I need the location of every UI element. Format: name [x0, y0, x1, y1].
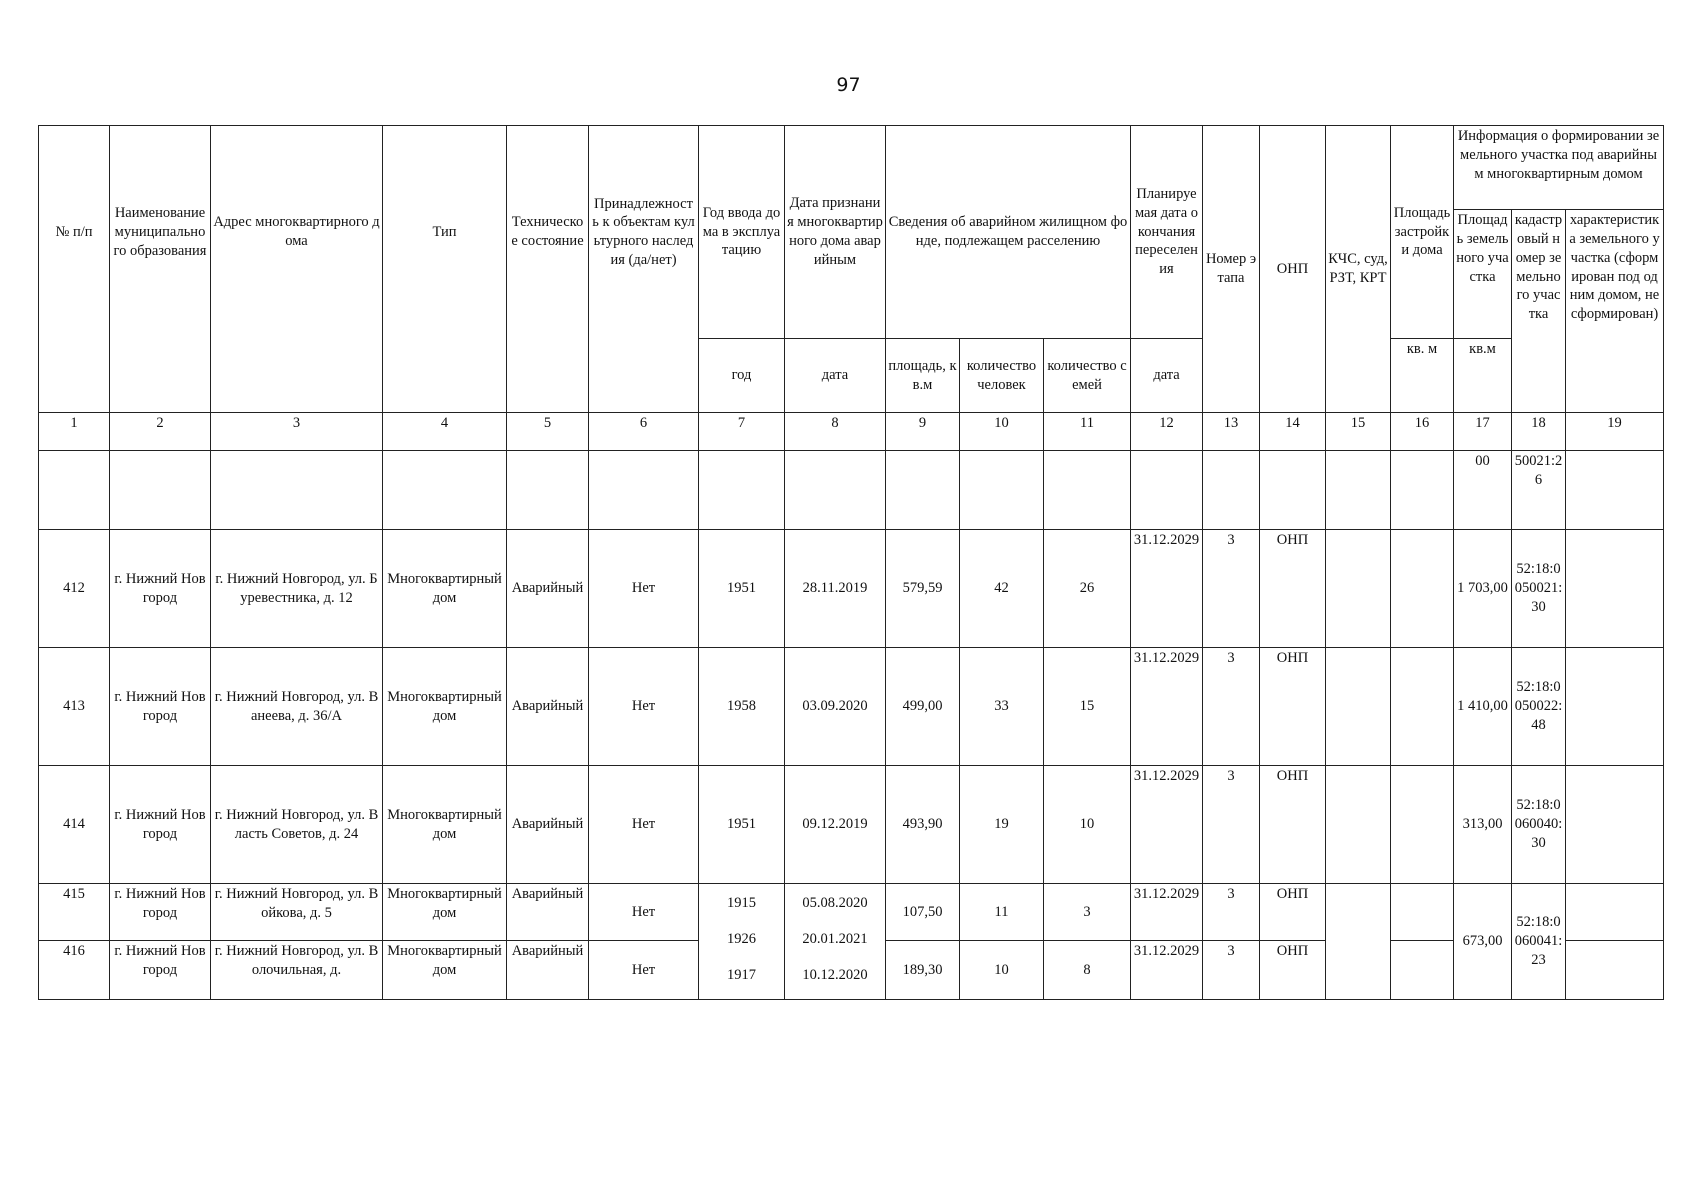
- row-state: Аварийный: [507, 530, 589, 648]
- header-onp: ОНП: [1260, 126, 1326, 413]
- unit-families: количество семей: [1044, 339, 1131, 413]
- row-date: 28.11.2019: [785, 530, 886, 648]
- header-heritage: Принадлежность к объектам культурного наследия (да/нет): [589, 126, 699, 339]
- row-date: 10.12.2020: [802, 966, 868, 983]
- page-number: 97: [836, 74, 861, 96]
- registry-table: [38, 125, 1664, 1000]
- header-number: № п/п: [39, 126, 110, 339]
- row-families: 26: [1044, 530, 1131, 648]
- row-families: 3: [1044, 884, 1131, 941]
- row-cadastral: 52:18:0060041:23: [1512, 884, 1566, 1000]
- row-land-area: 313,00: [1454, 766, 1512, 884]
- row-address: г. Нижний Новгород, ул. Власть Советов, д. 24: [211, 766, 383, 884]
- header-cadastral: кадастровый номер земельного участка: [1512, 210, 1566, 413]
- row-end-date: 31.12.2029: [1131, 530, 1203, 648]
- col-num: 13: [1203, 413, 1260, 451]
- col-num: 15: [1326, 413, 1391, 451]
- row-people: 19: [960, 766, 1044, 884]
- row-state: Аварийный: [507, 648, 589, 766]
- col-num: 3: [211, 413, 383, 451]
- row-onp: ОНП: [1260, 648, 1326, 766]
- header-date: Дата признания многоквартирного дома аварийным: [785, 126, 886, 339]
- cont-cadastral: 50021:26: [1512, 451, 1566, 530]
- row-build-area: [1391, 941, 1454, 1000]
- row-number: 415: [39, 884, 110, 941]
- unit-date: дата: [785, 339, 886, 413]
- header-stage: Номер этапа: [1203, 126, 1260, 413]
- header-land-char: характеристика земельного участка (сформирован под одним домом, не сформирован): [1566, 210, 1664, 413]
- row-date: 09.12.2019: [785, 766, 886, 884]
- row-end-date: 31.12.2029: [1131, 766, 1203, 884]
- table-row: [39, 766, 1664, 884]
- unit-build-area: кв. м: [1391, 339, 1454, 413]
- header-municipality: Наименование муниципального образования: [110, 126, 211, 339]
- row-number: 413: [39, 648, 110, 766]
- row-state: Аварийный: [507, 884, 589, 941]
- col-num: 9: [886, 413, 960, 451]
- row-stage: 3: [1203, 941, 1260, 1000]
- row-build-area: [1391, 884, 1454, 941]
- row-build-area: [1391, 766, 1454, 884]
- col-num: 7: [699, 413, 785, 451]
- row-families: 10: [1044, 766, 1131, 884]
- col-num: 19: [1566, 413, 1664, 451]
- header-end-date: Планируемая дата окончания переселения: [1131, 126, 1203, 339]
- header-address: Адрес многоквартирного дома: [211, 126, 383, 339]
- header-row-1: [39, 126, 1664, 210]
- row-type: Многоквартирный дом: [383, 530, 507, 648]
- row-land-char: [1566, 530, 1664, 648]
- header-year: Год ввода дома в эксплуатацию: [699, 126, 785, 339]
- unit-year: год: [699, 339, 785, 413]
- row-address: г. Нижний Новгород, ул. Ванеева, д. 36/А: [211, 648, 383, 766]
- row-build-area: [1391, 648, 1454, 766]
- col-num: 11: [1044, 413, 1131, 451]
- row-land-area: 1 410,00: [1454, 648, 1512, 766]
- row-year: 1951: [699, 766, 785, 884]
- header-land-info: Информация о формировании земельного участка под аварийным многоквартирным домом: [1454, 126, 1664, 210]
- row-people: 10: [960, 941, 1044, 1000]
- row-municipality: г. Нижний Новгород: [110, 530, 211, 648]
- row-families: 15: [1044, 648, 1131, 766]
- row-people: 42: [960, 530, 1044, 648]
- header-housing-info: Сведения об аварийном жилищном фонде, подлежащем расселению: [886, 126, 1131, 339]
- row-municipality: г. Нижний Новгород: [110, 648, 211, 766]
- header-state: Техническое состояние: [507, 126, 589, 339]
- col-num: 14: [1260, 413, 1326, 451]
- row-land-char: [1566, 766, 1664, 884]
- row-kchs: [1326, 648, 1391, 766]
- row-kchs: [1326, 766, 1391, 884]
- row-stage: 3: [1203, 884, 1260, 941]
- col-num: 6: [589, 413, 699, 451]
- row-heritage: Нет: [589, 941, 699, 1000]
- row-area: 493,90: [886, 766, 960, 884]
- row-state: Аварийный: [507, 766, 589, 884]
- row-cadastral: 52:18:0050022:48: [1512, 648, 1566, 766]
- row-address: г. Нижний Новгород, ул. Волочильная, д.: [211, 941, 383, 1000]
- row-date: 20.01.2021: [802, 930, 868, 947]
- row-people: 11: [960, 884, 1044, 941]
- row-area: 189,30: [886, 941, 960, 1000]
- cont-land-area: 00: [1454, 451, 1512, 530]
- row-year: 1951: [699, 530, 785, 648]
- row-land-char: [1566, 648, 1664, 766]
- row-year: 1917: [727, 966, 756, 983]
- row-heritage: Нет: [589, 766, 699, 884]
- table-row: [39, 530, 1664, 648]
- row-land-area: 673,00: [1454, 884, 1512, 1000]
- row-stage: 3: [1203, 648, 1260, 766]
- col-num: 4: [383, 413, 507, 451]
- header-kchs: КЧС, суд, РЗТ, КРТ: [1326, 126, 1391, 413]
- row-heritage: Нет: [589, 648, 699, 766]
- unit-people: количество человек: [960, 339, 1044, 413]
- row-area: 579,59: [886, 530, 960, 648]
- row-year: 1926: [727, 930, 756, 947]
- merged-year-cell: [699, 884, 785, 1000]
- col-num: 12: [1131, 413, 1203, 451]
- row-type: Многоквартирный дом: [383, 884, 507, 941]
- col-num: 18: [1512, 413, 1566, 451]
- header-row-4: [39, 339, 1664, 413]
- row-type: Многоквартирный дом: [383, 648, 507, 766]
- unit-area: площадь, кв.м: [886, 339, 960, 413]
- row-type: Многоквартирный дом: [383, 941, 507, 1000]
- row-build-area: [1391, 530, 1454, 648]
- header-type: Тип: [383, 126, 507, 339]
- row-land-area: 1 703,00: [1454, 530, 1512, 648]
- row-area: 107,50: [886, 884, 960, 941]
- row-onp: ОНП: [1260, 766, 1326, 884]
- header-land-area: Площадь земельного участка: [1454, 210, 1512, 339]
- unit-land-area: кв.м: [1454, 339, 1512, 413]
- continuation-row: [39, 451, 1664, 530]
- row-end-date: 31.12.2029: [1131, 941, 1203, 1000]
- row-families: 8: [1044, 941, 1131, 1000]
- row-heritage: Нет: [589, 884, 699, 941]
- row-land-char: [1566, 884, 1664, 941]
- row-end-date: 31.12.2029: [1131, 648, 1203, 766]
- col-num: 1: [39, 413, 110, 451]
- col-num: 10: [960, 413, 1044, 451]
- row-date: 03.09.2020: [785, 648, 886, 766]
- row-municipality: г. Нижний Новгород: [110, 766, 211, 884]
- row-state: Аварийный: [507, 941, 589, 1000]
- row-address: г. Нижний Новгород, ул. Войкова, д. 5: [211, 884, 383, 941]
- row-land-char: [1566, 941, 1664, 1000]
- row-cadastral: 52:18:0050021:30: [1512, 530, 1566, 648]
- col-num: 8: [785, 413, 886, 451]
- row-municipality: г. Нижний Новгород: [110, 884, 211, 941]
- row-heritage: Нет: [589, 530, 699, 648]
- row-onp: ОНП: [1260, 941, 1326, 1000]
- unit-end-date: дата: [1131, 339, 1203, 413]
- col-num: 16: [1391, 413, 1454, 451]
- row-type: Многоквартирный дом: [383, 766, 507, 884]
- row-onp: ОНП: [1260, 884, 1326, 941]
- row-year: 1915: [727, 894, 756, 911]
- table-row: [39, 884, 1664, 941]
- row-municipality: г. Нижний Новгород: [110, 941, 211, 1000]
- column-numbers-row: [39, 413, 1664, 451]
- row-date: 05.08.2020: [802, 894, 868, 911]
- merged-date-cell: [785, 884, 886, 1000]
- col-num: 2: [110, 413, 211, 451]
- row-address: г. Нижний Новгород, ул. Буревестника, д. 12: [211, 530, 383, 648]
- row-number: 412: [39, 530, 110, 648]
- row-end-date: 31.12.2029: [1131, 884, 1203, 941]
- row-number: 414: [39, 766, 110, 884]
- row-onp: ОНП: [1260, 530, 1326, 648]
- row-year: 1958: [699, 648, 785, 766]
- col-num: 5: [507, 413, 589, 451]
- row-kchs: [1326, 530, 1391, 648]
- table-row: [39, 648, 1664, 766]
- row-people: 33: [960, 648, 1044, 766]
- col-num: 17: [1454, 413, 1512, 451]
- row-number: 416: [39, 941, 110, 1000]
- row-stage: 3: [1203, 530, 1260, 648]
- header-build-area: Площадь застройки дома: [1391, 126, 1454, 339]
- row-area: 499,00: [886, 648, 960, 766]
- row-stage: 3: [1203, 766, 1260, 884]
- row-cadastral: 52:18:0060040:30: [1512, 766, 1566, 884]
- row-kchs: [1326, 884, 1391, 1000]
